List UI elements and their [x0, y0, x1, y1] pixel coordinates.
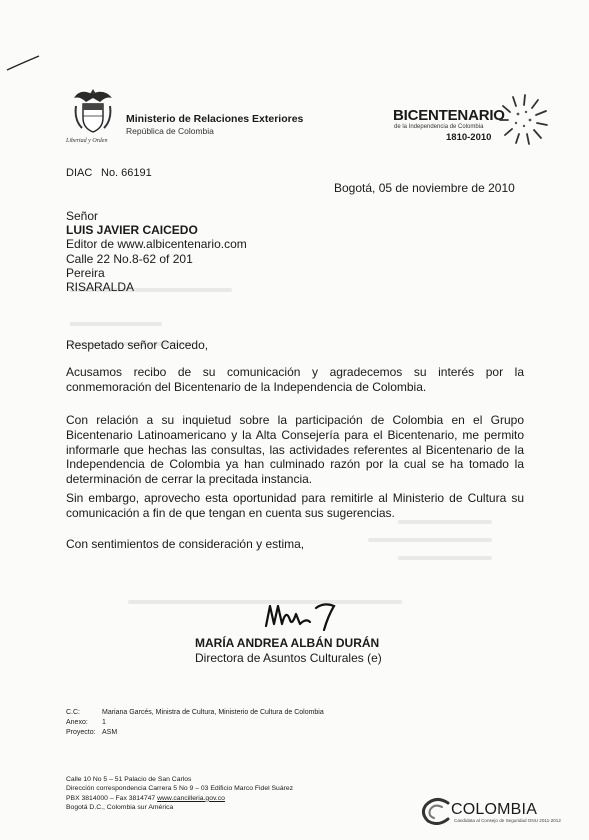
recipient-street: Calle 22 No.8-62 of 201: [66, 251, 193, 266]
republic-name: República de Colombia: [126, 126, 214, 136]
colombia-logo-name: COLOMBIA: [451, 801, 538, 818]
footer-address-line: Calle 10 No 5 – 51 Palacio de San Carlos: [66, 776, 192, 783]
recipient-role: Editor de www.albicentenario.com: [66, 237, 247, 252]
footer-phone-line: [66, 794, 293, 803]
recipient-city: Pereira: [66, 265, 105, 280]
pen-stroke-mark: [6, 55, 40, 71]
colombia-logo-icon: [420, 797, 454, 825]
footer-contact: [66, 775, 293, 813]
colombia-logo-tagline: Candidata al Consejo de Seguridad ONU 2011-2012: [454, 818, 561, 823]
copies-row-project: [66, 728, 324, 738]
project-value: ASM: [102, 729, 118, 736]
letter-closing: Con sentimientos de consideración y estima,: [66, 537, 305, 551]
annex-value: 1: [102, 719, 106, 726]
coat-of-arms-icon: [70, 86, 116, 134]
office-code: DIAC: [66, 167, 93, 179]
body-paragraph-3: Sin embargo, aprovecho esta oportunidad para remitirle al Ministerio de Cultura su comunicación a fin de que tengan en cuenta sus sugerencias.: [66, 491, 524, 520]
reference-line: [66, 167, 152, 179]
annex-label: Anexo:: [66, 719, 88, 726]
copies-value: Mariana Garcés, Ministra de Cultura, Ministerio de Cultura de Colombia: [102, 709, 324, 716]
bicentenario-logo-subtitle: de la Independencia de Colombia: [394, 124, 484, 130]
footer-phone: PBX 3814000 – Fax 3814747: [66, 794, 156, 802]
signer-title: Directora de Asuntos Culturales (e): [195, 651, 382, 665]
project-label: Proyecto:: [66, 729, 96, 736]
copies-row-annex: [66, 718, 324, 728]
copies-block: [66, 708, 324, 738]
recipient-address: [66, 209, 247, 294]
bicentenario-logo-years: 1810-2010: [446, 132, 492, 143]
recipient-salutation: Señor: [66, 209, 99, 223]
footer-website-link[interactable]: www.cancilleria.gov.co: [157, 794, 225, 802]
ministry-name: Ministerio de Relaciones Exteriores: [126, 113, 304, 125]
handwritten-signature: [262, 598, 350, 632]
signer-name: MARÍA ANDREA ALBÁN DURÁN: [195, 636, 380, 650]
copies-row-cc: [66, 708, 324, 718]
body-paragraph-2: Con relación a su inquietud sobre la participación de Colombia en el Grupo Bicentenario Latinoamericano y la Alta Consejería para el Bicentenario, me permito informarle que hechas las consultas, las actividades referentes al Bicentenario de la Independencia de Colombia ya han culminado razón por la cual se ha tomado la determinación de cerrar la precitada instancia.: [66, 413, 524, 487]
letter-date: Bogotá, 05 de noviembre de 2010: [334, 181, 515, 195]
bicentenario-logo-title: BICENTENARIO: [393, 107, 505, 124]
coat-of-arms-motto: Libertad y Orden: [66, 138, 108, 144]
recipient-name: LUIS JAVIER CAICEDO: [66, 223, 198, 238]
footer-correspondence-line: Dirección correspondencia Carrera 5 No 9 – 03 Edificio Marco Fidel Suárez: [66, 785, 294, 793]
reference-number: No. 66191: [101, 167, 152, 179]
footer-city: Bogotá D.C., Colombia sur América: [66, 804, 174, 812]
recipient-department: RISARALDA: [66, 280, 135, 295]
letter-greeting: Respetado señor Caicedo,: [66, 338, 209, 352]
copies-label: C.C:: [66, 709, 80, 716]
bicentenario-burst-icon: [494, 92, 552, 148]
body-paragraph-1: Acusamos recibo de su comunicación y agradecemos su interés por la conmemoración del Bicentenario de la Independencia de Colombia.: [66, 365, 524, 394]
